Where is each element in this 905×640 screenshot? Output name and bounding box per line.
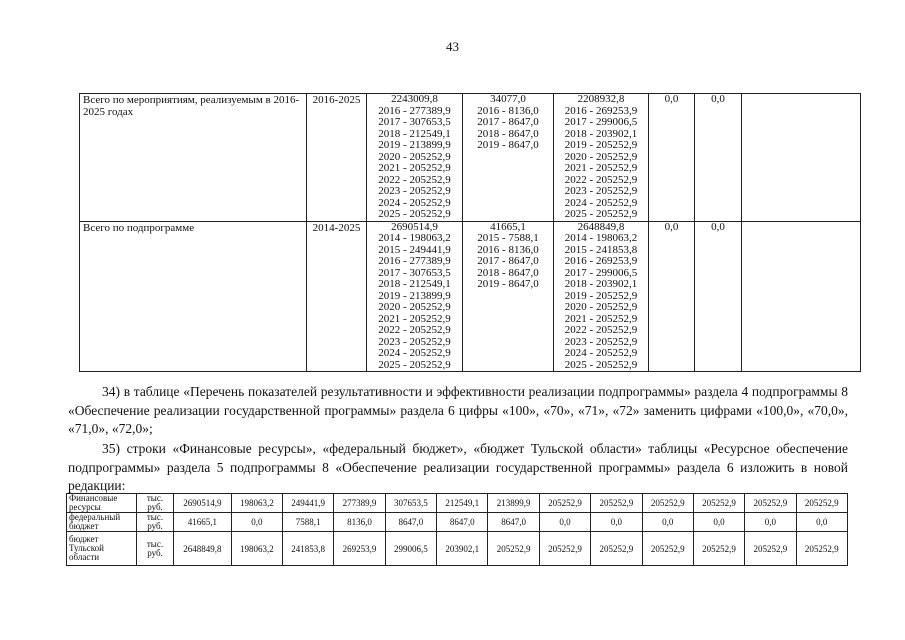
subprogram-funding-table — [79, 93, 861, 372]
paragraph-34-text: 34) в таблице «Перечень показателей результативности и эффективности реализации подпрограммы» раздела 4 подпрограммы 8 «Обеспечение реализации государственной программы» раздела 6 цифры «100», «70», «71», «72» заменить цифрами «100,0», «70,0», «71,0», «72,0»; — [68, 384, 848, 436]
total-amount-line: 2018 - 212549,1 — [378, 127, 451, 140]
federal-amount-line: 2015 - 7588,1 — [477, 232, 539, 244]
page-number: 43 — [446, 39, 459, 54]
funding-row — [80, 221, 861, 372]
resource-value: 205252,9 — [591, 494, 642, 513]
federal-amount-line: 2017 - 8647,0 — [477, 116, 539, 128]
resource-row — [67, 532, 848, 566]
total-amount-line: 2016 - 277389,9 — [378, 104, 451, 117]
resource-value: 0,0 — [796, 513, 847, 532]
resource-value: 8136,0 — [334, 513, 385, 532]
resource-value: 0,0 — [539, 513, 590, 532]
federal-amount — [463, 94, 554, 222]
regional-amount-line: 2024 - 205252,9 — [564, 196, 638, 209]
regional-amount-line: 2017 - 299006,5 — [564, 116, 638, 128]
regional-amount-line: 2015 - 241853,8 — [564, 243, 638, 256]
regional-amount-line: 2023 - 205252,9 — [564, 335, 638, 348]
resource-value: 0,0 — [231, 513, 282, 532]
regional-amount-line: 2014 - 198063,2 — [564, 232, 638, 244]
regional-amount-line: 2021 - 205252,9 — [564, 162, 638, 174]
resource-value: 205252,9 — [796, 532, 847, 566]
total-amount-line: 2020 - 205252,9 — [378, 150, 451, 163]
regional-amount-line: 2021 - 205252,9 — [564, 312, 638, 325]
resource-table — [66, 493, 848, 566]
resource-value: 2690514,9 — [174, 494, 232, 513]
resource-value: 213899,9 — [488, 494, 539, 513]
paragraph-35 — [68, 440, 848, 496]
total-amount-line: 2021 - 205252,9 — [378, 162, 451, 174]
resource-value: 205252,9 — [539, 494, 590, 513]
resource-row-unit: тыс. руб. — [137, 513, 174, 532]
regional-amount-line: 2016 - 269253,9 — [564, 255, 638, 267]
total-amount-line: 2019 - 213899,9 — [378, 139, 451, 151]
regional-amount-line: 2019 - 205252,9 — [564, 289, 638, 302]
regional-amount-line: 2020 - 205252,9 — [564, 301, 638, 313]
empty-cell — [742, 221, 861, 372]
row-period: 2016-2025 — [307, 94, 367, 222]
federal-amount-line: 2018 - 8647,0 — [477, 127, 539, 140]
resource-value: 299006,5 — [385, 532, 436, 566]
resource-value: 205252,9 — [539, 532, 590, 566]
total-amount — [367, 221, 463, 372]
resource-row-unit: тыс. руб. — [137, 494, 174, 513]
regional-amount-line: 2017 - 299006,5 — [564, 266, 638, 279]
resource-value: 198063,2 — [231, 532, 282, 566]
total-amount-line: 2690514,9 — [391, 220, 438, 233]
regional-amount-line: 2018 - 203902,1 — [564, 127, 638, 140]
regional-amount — [554, 94, 649, 222]
total-amount-line: 2024 - 205252,9 — [378, 347, 451, 359]
total-amount-line: 2017 - 307653,5 — [378, 266, 451, 279]
total-amount-line: 2014 - 198063,2 — [378, 232, 451, 244]
local-amount: 0,0 — [649, 94, 695, 222]
resource-value: 249441,9 — [283, 494, 334, 513]
regional-amount-line: 2020 - 205252,9 — [564, 150, 638, 163]
resource-value: 205252,9 — [693, 532, 744, 566]
total-amount — [367, 94, 463, 222]
row-name: Всего по подпрограмме — [80, 221, 307, 372]
empty-cell — [742, 94, 861, 222]
resource-value: 203902,1 — [437, 532, 488, 566]
resource-value: 205252,9 — [745, 494, 796, 513]
federal-amount-line: 2016 - 8136,0 — [477, 243, 539, 256]
resource-value: 0,0 — [745, 513, 796, 532]
other-amount: 0,0 — [695, 94, 742, 222]
regional-amount-line: 2022 - 205252,9 — [564, 173, 638, 186]
paragraph-34 — [68, 383, 848, 439]
total-amount-line: 2020 - 205252,9 — [378, 301, 451, 313]
resource-value: 307653,5 — [385, 494, 436, 513]
regional-amount-line: 2025 - 205252,9 — [564, 358, 638, 371]
resource-row-name: Финансовые ресурсы — [67, 494, 137, 513]
federal-amount-line: 34077,0 — [490, 93, 526, 105]
regional-amount-line: 2208932,8 — [577, 93, 625, 105]
other-amount: 0,0 — [695, 221, 742, 372]
federal-amount — [463, 221, 554, 372]
regional-amount-line: 2018 - 203902,1 — [564, 278, 638, 290]
total-amount-line: 2018 - 212549,1 — [378, 278, 451, 290]
total-amount-line: 2022 - 205252,9 — [378, 324, 451, 336]
total-amount-line: 2021 - 205252,9 — [378, 312, 451, 325]
resource-row-name: бюджет Тульской области — [67, 532, 137, 566]
resource-value: 0,0 — [591, 513, 642, 532]
resource-value: 205252,9 — [591, 532, 642, 566]
resource-value: 205252,9 — [693, 494, 744, 513]
funding-row — [80, 94, 861, 222]
paragraph-35-text: 35) строки «Финансовые ресурсы», «федеральный бюджет», «бюджет Тульской области» таблицы «Ресурсное обеспечение подпрограммы» раздела 5 подпрограммы 8 «Обеспечение реализации государственной программы» раздела 6 изложить в новой редакции: — [68, 441, 848, 493]
regional-amount-line: 2023 - 205252,9 — [564, 185, 638, 197]
resource-value: 241853,8 — [283, 532, 334, 566]
total-amount-line: 2025 - 205252,9 — [378, 358, 451, 371]
local-amount: 0,0 — [649, 221, 695, 372]
resource-value: 0,0 — [693, 513, 744, 532]
regional-amount-line: 2016 - 269253,9 — [564, 104, 638, 117]
resource-row — [67, 494, 848, 513]
total-amount-line: 2024 - 205252,9 — [378, 196, 451, 209]
resource-value: 277389,9 — [334, 494, 385, 513]
resource-value: 7588,1 — [283, 513, 334, 532]
resource-value: 205252,9 — [796, 494, 847, 513]
resource-value: 205252,9 — [488, 532, 539, 566]
total-amount-line: 2023 - 205252,9 — [378, 335, 451, 348]
federal-amount-line: 2018 - 8647,0 — [477, 266, 539, 279]
regional-amount-line: 2025 - 205252,9 — [564, 208, 638, 220]
resource-value: 8647,0 — [488, 513, 539, 532]
federal-amount-line: 2016 - 8136,0 — [477, 104, 539, 117]
resource-value: 8647,0 — [385, 513, 436, 532]
resource-value: 41665,1 — [174, 513, 232, 532]
resource-value: 205252,9 — [642, 494, 693, 513]
resource-row-unit: тыс. руб. — [137, 532, 174, 566]
resource-value: 205252,9 — [745, 532, 796, 566]
federal-amount-line: 2017 - 8647,0 — [477, 255, 539, 267]
regional-amount — [554, 221, 649, 372]
resource-value: 269253,9 — [334, 532, 385, 566]
total-amount-line: 2023 - 205252,9 — [378, 185, 451, 197]
total-amount-line: 2017 - 307653,5 — [378, 116, 451, 128]
federal-amount-line: 2019 - 8647,0 — [477, 139, 539, 151]
resource-value: 205252,9 — [642, 532, 693, 566]
row-name: Всего по мероприятиям, реализуемым в 2016-2025 годах — [80, 94, 307, 222]
total-amount-line: 2019 - 213899,9 — [378, 289, 451, 302]
resource-row — [67, 513, 848, 532]
total-amount-line: 2022 - 205252,9 — [378, 173, 451, 186]
row-period: 2014-2025 — [307, 221, 367, 372]
regional-amount-line: 2022 - 205252,9 — [564, 324, 638, 336]
total-amount-line: 2015 - 249441,9 — [378, 243, 451, 256]
regional-amount-line: 2019 - 205252,9 — [564, 139, 638, 151]
federal-amount-line: 41665,1 — [490, 220, 526, 233]
resource-value: 2648849,8 — [174, 532, 232, 566]
total-amount-line: 2016 - 277389,9 — [378, 255, 451, 267]
resource-value: 8647,0 — [437, 513, 488, 532]
resource-value: 212549,1 — [437, 494, 488, 513]
federal-amount-line: 2019 - 8647,0 — [477, 278, 539, 290]
resource-value: 0,0 — [642, 513, 693, 532]
resource-row-name: федеральный бюджет — [67, 513, 137, 532]
regional-amount-line: 2024 - 205252,9 — [564, 347, 638, 359]
regional-amount-line: 2648849,8 — [577, 220, 625, 233]
total-amount-line: 2025 - 205252,9 — [378, 208, 451, 220]
resource-value: 198063,2 — [231, 494, 282, 513]
total-amount-line: 2243009,8 — [391, 93, 438, 105]
